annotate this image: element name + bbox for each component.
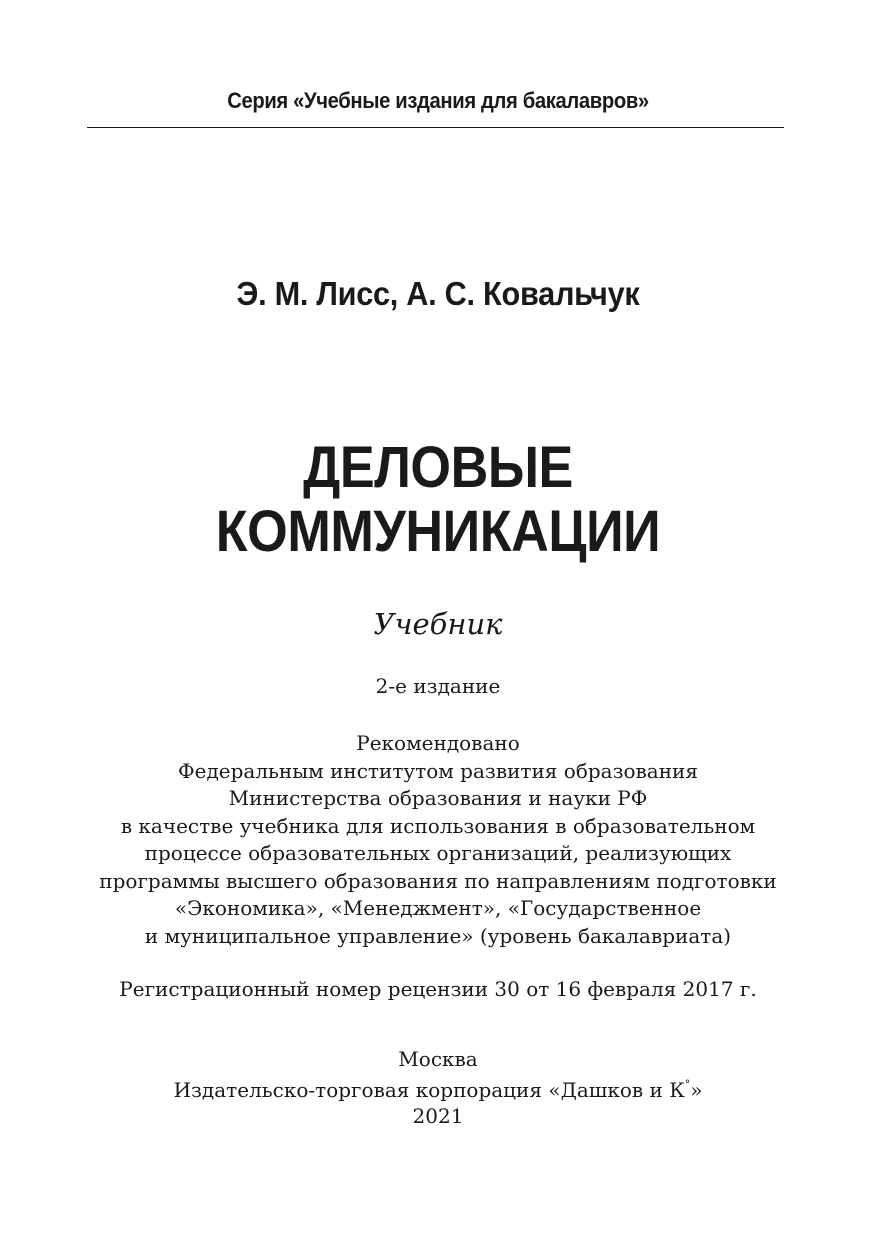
recommendation-line: Министерства образования и науки РФ [228, 786, 648, 810]
imprint-block [0, 1046, 876, 1129]
imprint-publisher [0, 1072, 876, 1103]
recommendation-line: и муниципальное управление» (уровень бакалавриата) [144, 923, 732, 948]
imprint-city: Москва [398, 1047, 478, 1071]
book-title-line-1: ДЕЛОВЫЕ [303, 435, 573, 500]
publisher-closing-quote: » [690, 1078, 703, 1102]
book-type: Учебник [373, 607, 503, 641]
recommendation-line: в качестве учебника для использования в образовательном [120, 813, 756, 838]
recommendation-line: процессе образовательных организаций, реализующих [144, 841, 732, 865]
series-divider [87, 127, 784, 128]
recommendation-line: программы высшего образования по направлениям подготовки [99, 868, 777, 893]
imprint-year: 2021 [412, 1104, 464, 1128]
series-heading: Серия «Учебные издания для бакалавров» [227, 88, 649, 113]
recommendation-line: «Экономика», «Менеджмент», «Государственное [174, 896, 702, 920]
authors: Э. М. Лисс, А. С. Ковальчук [236, 275, 640, 312]
edition: 2-е издание [375, 674, 501, 698]
book-title-line-2: КОММУНИКАЦИИ [215, 499, 661, 564]
recommendation-line: Федеральным институтом развития образования [178, 758, 698, 783]
recommendation-line: Рекомендовано [356, 731, 520, 755]
recommendation-block [0, 730, 876, 950]
review-registration: Регистрационный номер рецензии 30 от 16 февраля 2017 г. [119, 977, 757, 1001]
book-title [44, 436, 832, 564]
publisher-name: Издательско-торговая корпорация «Дашков и К [173, 1078, 685, 1102]
publisher-degree-mark: ° [684, 1078, 691, 1091]
